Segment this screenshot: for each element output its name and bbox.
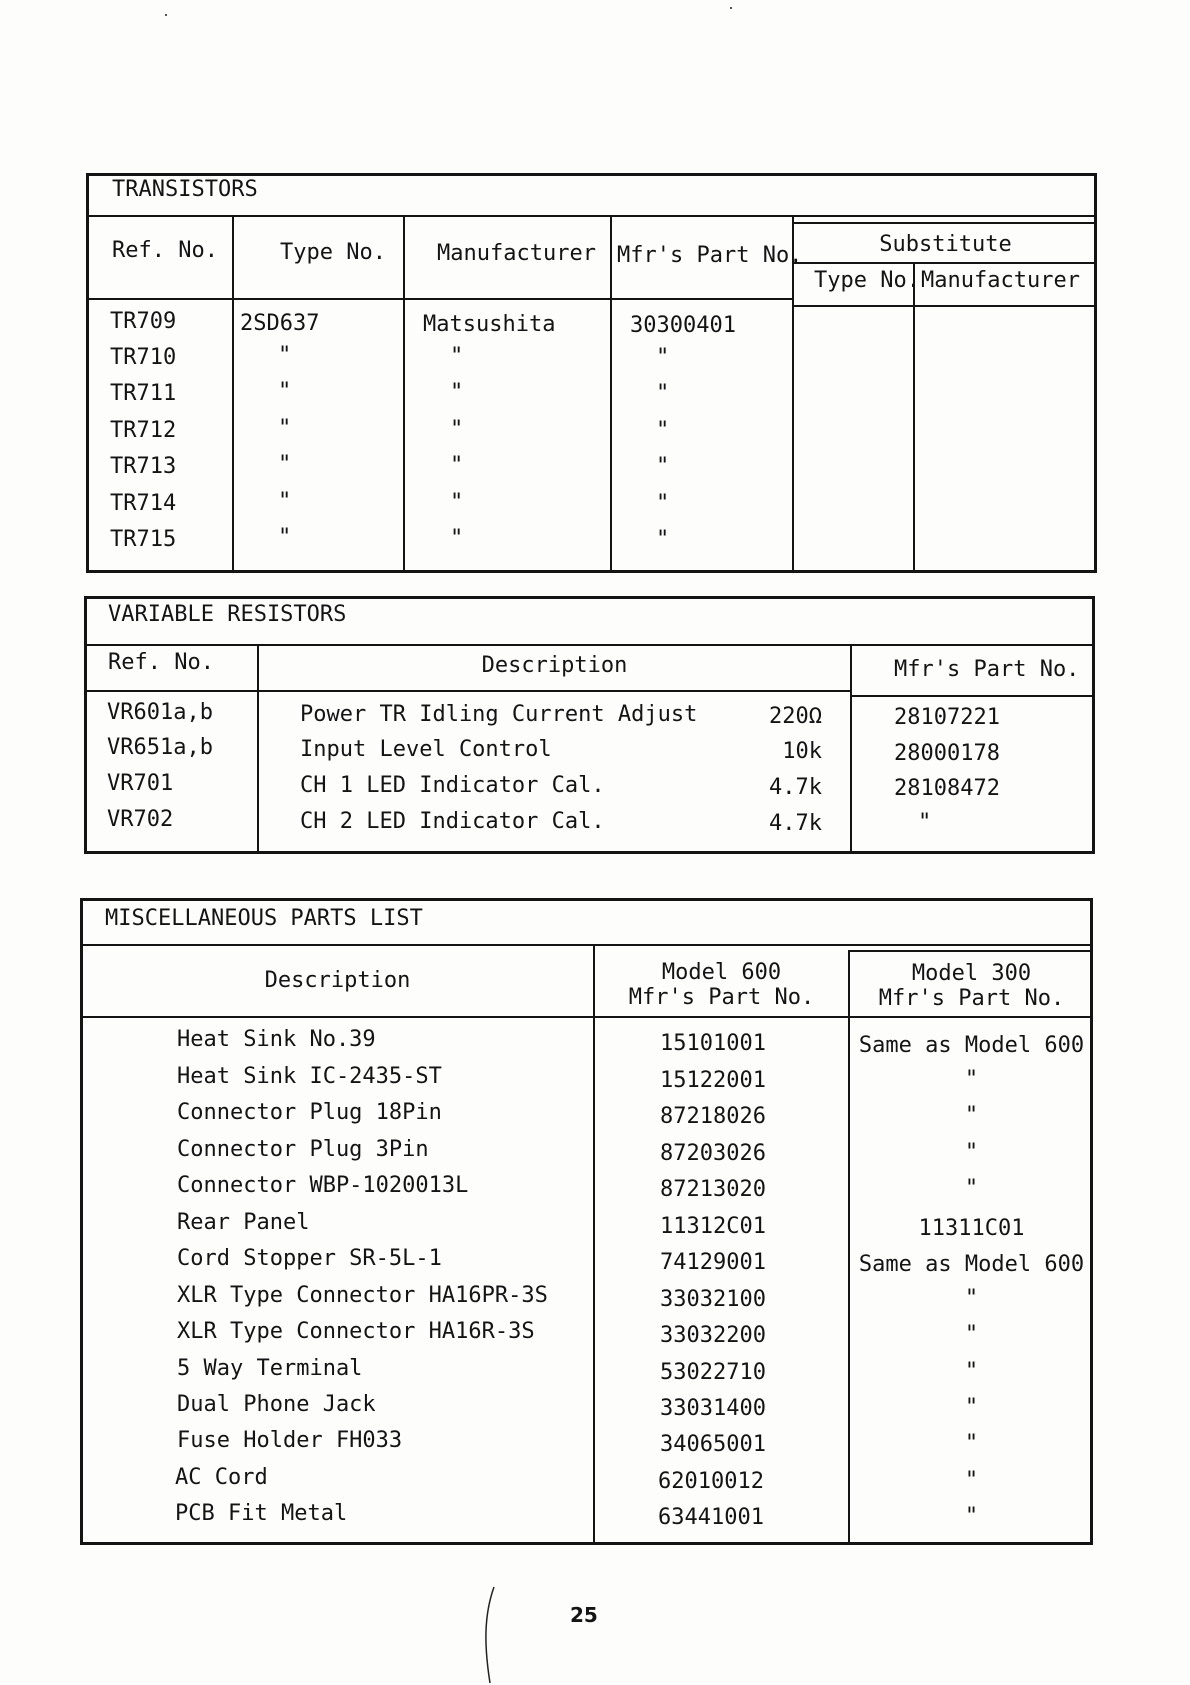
description-cell: Connector Plug 3Pin [177,1137,429,1162]
description-cell: CH 2 LED Indicator Cal. [300,809,605,834]
description-cell: XLR Type Connector HA16PR-3S [177,1283,548,1308]
divider [593,944,595,1543]
model-300-cell: " [964,1322,979,1347]
manufacturer-cell: " [450,380,464,405]
header-description: Description [481,653,628,678]
model-300-cell: " [964,1468,979,1493]
description-cell: Heat Sink No.39 [177,1027,376,1052]
model-300-cell: " [964,1431,979,1456]
header-part-no: Mfr's Part No. [894,657,1080,682]
model-600-cell: 15101001 [660,1031,766,1056]
ref-cell: VR601a,b [107,700,213,725]
part-cell: " [656,491,670,516]
value-cell: 4.7k [769,811,822,836]
type-cell: 2SD637 [240,311,320,336]
part-cell: " [656,454,670,479]
description-cell: Rear Panel [177,1210,310,1235]
model-600-cell: 33032100 [660,1287,766,1312]
header-model-300: Model 300 [911,961,1032,986]
part-cell: " [656,381,670,406]
description-cell: Cord Stopper SR-5L-1 [177,1246,442,1271]
value-cell: 4.7k [769,775,822,800]
manufacturer-cell: Matsushita [423,312,556,337]
description-cell: Connector WBP-1020013L [177,1173,469,1198]
description-cell: XLR Type Connector HA16R-3S [177,1319,535,1344]
model-600-cell: 74129001 [660,1250,766,1275]
model-600-cell: 11312C01 [660,1214,766,1239]
ref-cell: TR713 [110,454,177,479]
header-type-no: Type No. [280,240,386,265]
transistors-title: TRANSISTORS [112,177,258,202]
type-cell: " [278,416,292,441]
header-manufacturer: Manufacturer [437,241,596,266]
page-number: 25 [570,1603,598,1627]
model-300-cell: " [964,1504,979,1529]
header-part-no: Mfr's Part No. [617,243,803,268]
model-300-cell: " [964,1103,979,1128]
ref-cell: TR711 [110,381,177,406]
model-600-cell: 62010012 [658,1469,764,1494]
type-cell: " [278,489,292,514]
type-cell: " [278,452,292,477]
divider [913,262,915,572]
ref-cell: TR712 [110,418,177,443]
description-cell: CH 1 LED Indicator Cal. [300,773,605,798]
manufacturer-cell: " [450,344,464,369]
header-model-600: Model 600 [661,960,782,985]
part-cell: 28000178 [894,741,1000,766]
divider [86,215,1097,217]
ref-cell: TR714 [110,491,177,516]
type-cell: " [278,343,292,368]
model-600-cell: 33031400 [660,1396,766,1421]
part-cell: " [918,810,932,835]
ref-cell: VR702 [107,807,174,832]
model-300-cell: " [964,1140,979,1165]
divider [850,644,852,852]
type-cell: " [278,525,292,550]
model-300-cell: Same as Model 600 [858,1033,1085,1058]
scan-mark [730,7,732,9]
model-300-cell: Same as Model 600 [858,1252,1085,1277]
header-description: Description [264,968,411,993]
divider [610,215,612,572]
model-600-cell: 63441001 [658,1505,764,1530]
model-600-cell: 53022710 [660,1360,766,1385]
header-ref-no: Ref. No. [112,238,218,263]
part-cell: 28107221 [894,705,1000,730]
model-300-cell: 11311C01 [918,1216,1025,1241]
ref-cell: TR709 [110,309,177,334]
description-cell: Heat Sink IC-2435-ST [177,1064,442,1089]
manufacturer-cell: " [450,490,464,515]
divider [84,644,1095,646]
divider [792,305,1097,307]
part-cell: 30300401 [630,313,736,338]
divider [80,1016,1093,1018]
model-300-cell: " [964,1067,979,1092]
value-cell: 220Ω [769,704,822,729]
header-sub-manufacturer: Manufacturer [921,268,1080,293]
divider [232,215,234,572]
ref-cell: VR701 [107,771,174,796]
description-cell: Input Level Control [300,737,552,762]
ref-cell: VR651a,b [107,735,213,760]
model-300-cell: " [964,1286,979,1311]
ref-cell: TR710 [110,345,177,370]
description-cell: Dual Phone Jack [177,1392,376,1417]
binding-mark [480,1585,500,1685]
header-sub-type-no: Type No. [814,268,920,293]
value-cell: 10k [782,739,822,764]
header-ref-no: Ref. No. [108,650,214,675]
divider [794,262,1097,264]
divider [86,298,794,300]
miscellaneous-parts-title: MISCELLANEOUS PARTS LIST [105,906,423,931]
manufacturer-cell: " [450,417,464,442]
header-substitute: Substitute [879,232,1012,257]
part-cell: 28108472 [894,776,1000,801]
divider [80,944,1093,946]
description-cell: PCB Fit Metal [175,1501,348,1526]
model-600-cell: 34065001 [660,1432,766,1457]
model-600-cell: 87213020 [660,1177,766,1202]
model-600-cell: 15122001 [660,1068,766,1093]
description-cell: Connector Plug 18Pin [177,1100,442,1125]
divider [849,950,1093,952]
scan-mark [165,14,167,16]
model-300-cell: " [964,1359,979,1384]
part-cell: " [656,527,670,552]
model-600-cell: 87203026 [660,1141,766,1166]
description-cell: AC Cord [175,1465,268,1490]
divider [850,695,1095,697]
manufacturer-cell: " [450,526,464,551]
part-cell: " [656,345,670,370]
ref-cell: TR715 [110,527,177,552]
divider [403,215,405,572]
description-cell: Power TR Idling Current Adjust [300,702,698,727]
variable-resistors-title: VARIABLE RESISTORS [108,602,347,627]
description-cell: Fuse Holder FH033 [177,1428,403,1453]
header-model-600-part-no: Mfr's Part No. [628,985,815,1010]
manufacturer-cell: " [450,453,464,478]
model-300-cell: " [964,1176,979,1201]
header-model-300-part-no: Mfr's Part No. [878,986,1065,1011]
divider [84,690,851,692]
model-600-cell: 33032200 [660,1323,766,1348]
model-300-cell: " [964,1395,979,1420]
description-cell: 5 Way Terminal [177,1356,363,1381]
divider [794,222,1097,224]
type-cell: " [278,379,292,404]
model-600-cell: 87218026 [660,1104,766,1129]
part-cell: " [656,418,670,443]
